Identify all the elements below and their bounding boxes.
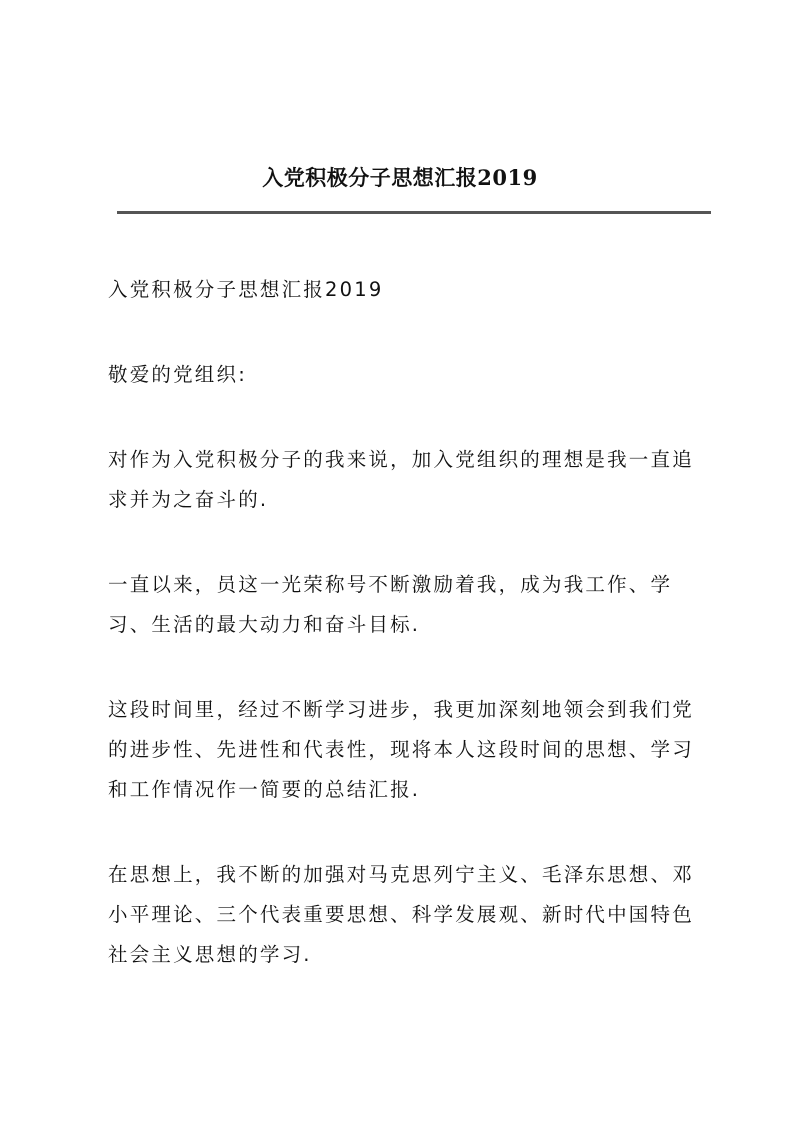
salutation-paragraph: 敬爱的党组织: — [108, 363, 247, 386]
body-paragraph: 一直以来，员这一光荣称号不断激励着我，成为我工作、学习、生活的最大动力和奋斗目标. — [108, 573, 673, 636]
body-paragraph: 对作为入党积极分子的我来说，加入党组织的理想是我一直追求并为之奋斗的. — [108, 448, 694, 511]
title-divider — [117, 211, 711, 214]
body-paragraph: 这段时间里，经过不断学习进步，我更加深刻地领会到我们党的进步性、先进性和代表性，现将本人这段时间的思想、学习和工作情况作一简要的总结汇报. — [108, 698, 694, 801]
body-paragraph: 在思想上，我不断的加强对马克思列宁主义、毛泽东思想、邓小平理论、三个代表重要思想、科学发展观、新时代中国特色社会主义思想的学习. — [108, 863, 694, 966]
document-title: 入党积极分子思想汇报2019 — [262, 165, 538, 190]
subtitle-paragraph: 入党积极分子思想汇报2019 — [108, 278, 384, 301]
document-body — [108, 270, 714, 1020]
